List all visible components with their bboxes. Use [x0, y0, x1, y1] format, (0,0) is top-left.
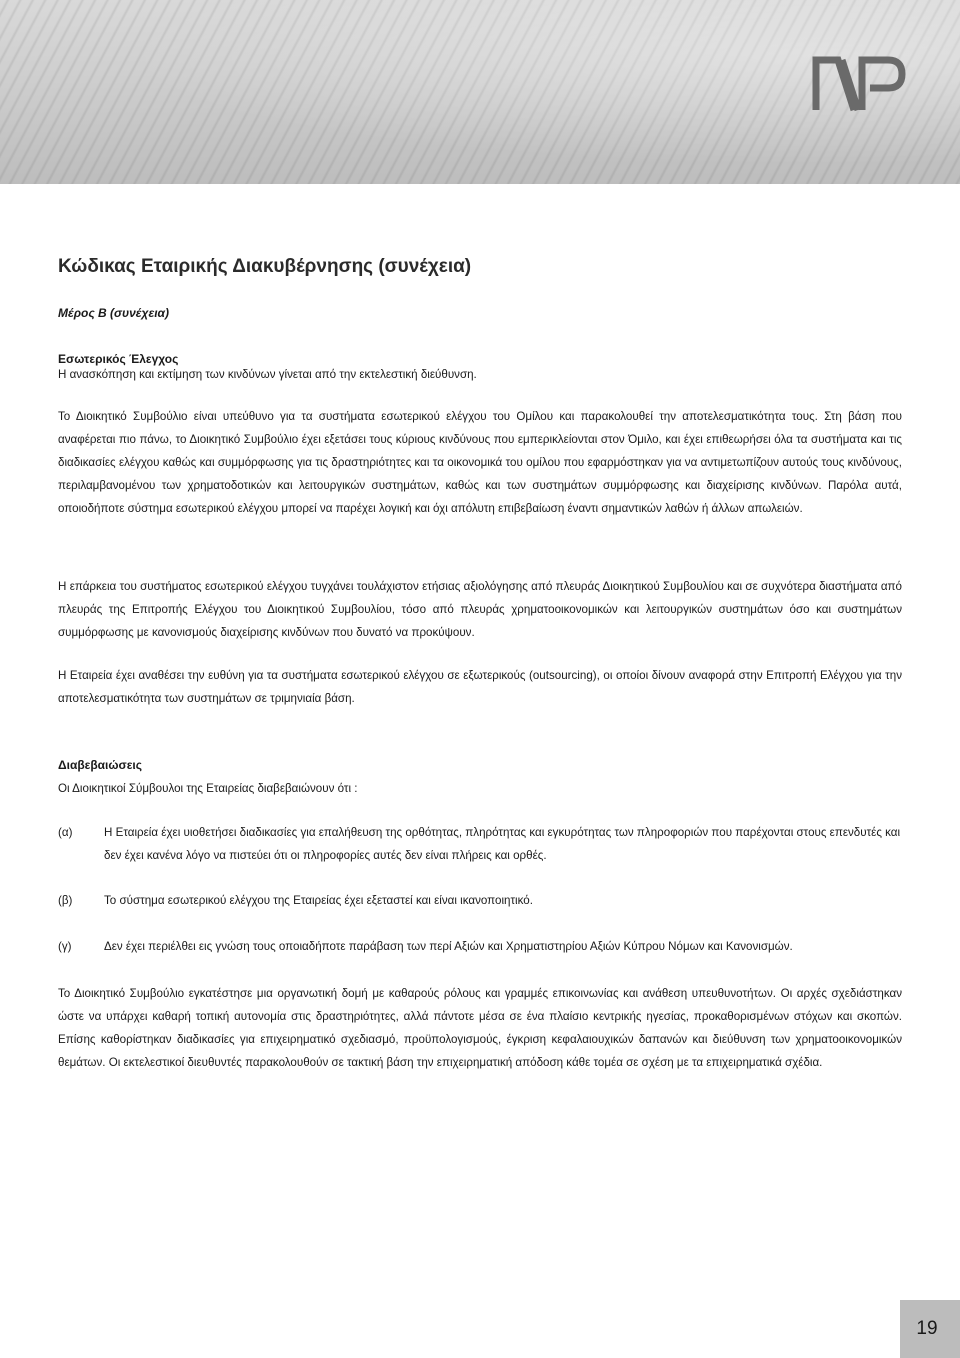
list-marker: (γ) [58, 940, 72, 953]
list-item-text: Το σύστημα εσωτερικού ελέγχου της Εταιρείας έχει εξεταστεί και είναι ικανοποιητικό. [104, 894, 533, 907]
page-number: 19 [900, 1300, 960, 1358]
internal-control-heading: Εσωτερικός Έλεγχος [58, 352, 179, 366]
assurances-heading: Διαβεβαιώσεις [58, 758, 143, 772]
assurances-intro: Οι Διοικητικοί Σύμβουλοι της Εταιρείας διαβεβαιώνουν ότι : [58, 782, 358, 795]
list-item-text: Δεν έχει περιέλθει εις γνώση τους οποιαδήποτε παράβαση των περί Αξιών και Χρηματιστηρίου Αξιών Κύπρου Νόμων και Κανονισμών. [104, 940, 793, 953]
page-title: Κώδικας Εταιρικής Διακυβέρνησης (συνέχεια) [58, 256, 472, 277]
list-marker: (β) [58, 894, 73, 907]
internal-control-intro: Η ανασκόπηση και εκτίμηση των κινδύνων γίνεται από την εκτελεστική διεύθυνση. [58, 368, 477, 381]
company-logo-icon [808, 52, 908, 114]
list-item-text: Η Εταιρεία έχει υιοθετήσει διαδικασίες για επαλήθευση της ορθότητας, πληρότητας και εγκυρότητας των πληροφοριών που παρέχονται στους επενδυτές και δεν έχει κανένα λόγο να πιστεύει ότι οι πληροφορίες αυτές δεν είναι πλήρεις και ορθές. [104, 826, 901, 862]
section-subtitle: Μέρος Β (συνέχεια) [58, 306, 169, 320]
internal-control-paragraph-1: Το Διοικητικό Συμβούλιο είναι υπεύθυνο για τα συστήματα εσωτερικού ελέγχου του Ομίλου και παρακολουθεί την αποτελεσματικότητα τους. Στη βάση που αναφέρεται πιο πάνω, το Διοικητικό Συμβούλιο έχει εξετάσει τους κύριους κινδύνους που εμπερικλείονται στον Όμιλο, και έχει επιθεωρήσει όλα τα συστήματα και τις διαδικασίες ελέγχου καθώς και συμμόρφωσης για τις δραστηριότητες και τα οικονομικά του ομίλου που εφαρμόστηκαν για να αντιμετωπίζουν αυτούς τους κινδύνους, περιλαμβανομένου των χρηματοδοτικών και λειτουργικών συστημάτων, καθώς και των συστημάτων συμμόρφωσης και διαχείρισης κινδύνων. Παρόλα αυτά, οποιοδήποτε σύστημα εσωτερικού ελέγχου μπορεί να παρέχει λογική και όχι απόλυτη επιβεβαίωση έναντι σημαντικών λαθών ή άλλων απωλειών. [58, 410, 902, 515]
header-banner [0, 0, 960, 184]
internal-control-section [58, 352, 902, 384]
internal-control-paragraph-3: Η Εταιρεία έχει αναθέσει την ευθύνη για τα συστήματα εσωτερικού ελέγχου σε εξωτερικούς (outsourcing), οι οποίοι δίνουν αναφορά στην Επιτροπή Ελέγχου για την αποτελεσματικότητα των συστημάτων σε τριμηνιαία βάση. [58, 669, 902, 705]
assurances-section [58, 758, 902, 800]
list-marker: (α) [58, 826, 73, 839]
assurances-closing-paragraph: Το Διοικητικό Συμβούλιο εγκατέστησε μια οργανωτική δομή με καθαρούς ρόλους και γραμμές επικοινωνίας και ανάθεση υπευθυνοτήτων. Οι αρχές σχεδιάστηκαν ώστε να υπάρχει καθαρή τοπική αυτονομία στις δραστηριότητες, αλλά πάντοτε μέσα σε ένα πλαίσιο κεντρικής ηγεσίας, προκαθορισμένων στόχων και σκοπών. Επίσης καθορίστηκαν διαδικασίες για επιχειρηματικό σχεδιασμό, προϋπολογισμούς, έγκριση κεφαλαιουχικών δαπανών και διεύθυνση των χρηματοοικονομικών θεμάτων. Οι εκτελεστικοί διευθυντές παρακολουθούν σε τακτική βάση την επιχειρηματική απόδοση κάθε τομέα σε σχέση με τα επιχειρηματικά σχέδια. [58, 987, 902, 1069]
internal-control-paragraph-2: Η επάρκεια του συστήματος εσωτερικού ελέγχου τυγχάνει τουλάχιστον ετήσιας αξιολόγησης από πλευράς Διοικητικού Συμβουλίου και σε συχνότερα διαστήματα από πλευράς της Επιτροπής Ελέγχου του Διοικητικού Συμβουλίου, τόσο από πλευράς χρηματοοικονομικών και λειτουργικών συστημάτων όσο και συστημάτων συμμόρφωσης με κανονισμούς διαχείρισης κινδύνων που δυνατό να προκύψουν. [58, 580, 902, 639]
